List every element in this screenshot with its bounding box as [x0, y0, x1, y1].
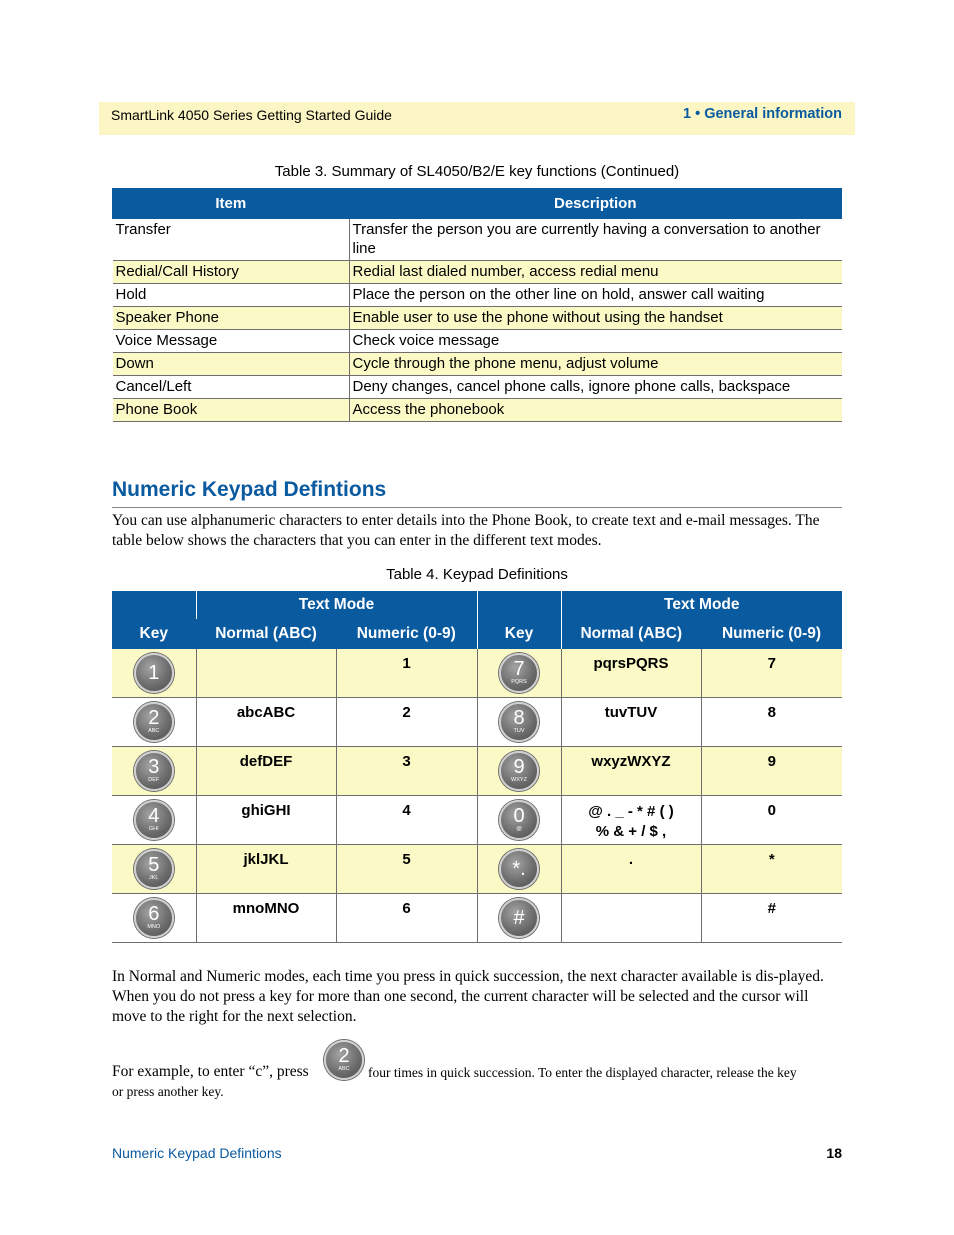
item-cell: Hold [113, 284, 350, 307]
footer-section-link[interactable]: Numeric Keypad Defintions [112, 1145, 282, 1161]
key-functions-table [112, 188, 842, 422]
key-cell [112, 747, 196, 796]
key-cell [477, 649, 561, 698]
example-text-line2: or press another key. [112, 1084, 224, 1099]
key-cell [112, 698, 196, 747]
item-cell: Cancel/Left [113, 376, 350, 399]
key-cell [477, 698, 561, 747]
table-row [113, 399, 842, 422]
numeric-cell: 1 [336, 649, 477, 698]
keypad-definitions-table [112, 591, 842, 943]
intro-paragraph: You can use alphanumeric characters to enter details into the Phone Book, to create text and e-mail messages. The table below shows the characters that you can enter in the different text modes. [112, 512, 820, 549]
item-cell: Down [113, 353, 350, 376]
normal-cell [561, 894, 701, 943]
description-cell: Cycle through the phone menu, adjust volume [349, 353, 842, 376]
key-star-icon: *. [499, 849, 539, 889]
description-cell: Deny changes, cancel phone calls, ignore phone calls, backspace [349, 376, 842, 399]
key-cell [112, 894, 196, 943]
column-header-normal: Normal (ABC) [196, 619, 336, 649]
key-cell [477, 894, 561, 943]
description-cell: Access the phonebook [349, 399, 842, 422]
normal-cell: wxyzWXYZ [561, 747, 701, 796]
item-cell: Redial/Call History [113, 261, 350, 284]
numeric-cell: 7 [701, 649, 842, 698]
example-text-before: For example, to enter “c”, press [112, 1063, 309, 1080]
numeric-cell: 6 [336, 894, 477, 943]
key-2-icon: 2 ABC [134, 702, 174, 742]
numeric-cell: * [701, 845, 842, 894]
normal-cell: pqrsPQRS [561, 649, 701, 698]
table-row [113, 353, 842, 376]
numeric-cell: 0 [701, 796, 842, 845]
numeric-cell: 4 [336, 796, 477, 845]
column-header-key: Key [112, 591, 196, 649]
normal-cell: abcABC [196, 698, 336, 747]
normal-cell: . [561, 845, 701, 894]
key-cell [112, 649, 196, 698]
column-header-item: Item [113, 189, 350, 219]
table-row [113, 219, 842, 261]
inline-key [324, 1040, 364, 1085]
key-hash-icon: # [499, 898, 539, 938]
normal-cell: jklJKL [196, 845, 336, 894]
numeric-cell: 2 [336, 698, 477, 747]
numeric-cell: 8 [701, 698, 842, 747]
table-row [112, 796, 842, 845]
section-rule [112, 507, 842, 508]
numeric-cell: 5 [336, 845, 477, 894]
table-row [112, 845, 842, 894]
numeric-cell: 9 [701, 747, 842, 796]
symbols-line-2: % & + / $ , [595, 823, 667, 840]
table-row [113, 261, 842, 284]
key-8-icon: 8 TUV [499, 702, 539, 742]
page-header [99, 102, 855, 135]
description-cell: Redial last dialed number, access redial menu [349, 261, 842, 284]
column-header-key: Key [477, 591, 561, 649]
description-cell: Enable user to use the phone without using the handset [349, 307, 842, 330]
table-row [112, 747, 842, 796]
description-cell: Transfer the person you are currently having a conversation to another line [349, 219, 842, 261]
key-cell [477, 796, 561, 845]
body-paragraph: In Normal and Numeric modes, each time you press in quick succession, the next character available is dis-played. When you do not press a key for more than one second, the current character will be selected and the cursor will move to the right for the next selection. [112, 968, 824, 1025]
normal-cell [561, 796, 701, 845]
column-header-numeric: Numeric (0-9) [336, 619, 477, 649]
column-header-normal: Normal (ABC) [561, 619, 701, 649]
column-header-numeric: Numeric (0-9) [701, 619, 842, 649]
key-3-icon: 3 DEF [134, 751, 174, 791]
table-row [112, 894, 842, 943]
page-number: 18 [826, 1145, 842, 1161]
table-row [113, 330, 842, 353]
table4-caption: Table 4. Keypad Definitions [386, 566, 568, 583]
column-header-text-mode: Text Mode [196, 591, 477, 619]
key-0-icon: 0 @ [499, 800, 539, 840]
numeric-cell: # [701, 894, 842, 943]
item-cell: Transfer [113, 219, 350, 261]
table-row [112, 698, 842, 747]
key-5-icon: 5 JKL [134, 849, 174, 889]
item-cell: Voice Message [113, 330, 350, 353]
normal-cell [196, 649, 336, 698]
table-row [113, 307, 842, 330]
key-cell [477, 747, 561, 796]
normal-cell: ghiGHI [196, 796, 336, 845]
key-1-icon: 1 [134, 653, 174, 693]
description-cell: Place the person on the other line on hold, answer call waiting [349, 284, 842, 307]
guide-title: SmartLink 4050 Series Getting Started Guide [111, 107, 392, 123]
table-row [113, 376, 842, 399]
symbols-line-1: @ . _ - * # ( ) [588, 803, 674, 820]
key-cell [112, 796, 196, 845]
key-4-icon: 4 GHI [134, 800, 174, 840]
normal-cell: mnoMNO [196, 894, 336, 943]
normal-cell: defDEF [196, 747, 336, 796]
example-text-after: four times in quick succession. To enter the displayed character, release the key [368, 1065, 797, 1080]
key-cell [112, 845, 196, 894]
column-header-text-mode: Text Mode [561, 591, 842, 619]
description-cell: Check voice message [349, 330, 842, 353]
item-cell: Speaker Phone [113, 307, 350, 330]
section-title: Numeric Keypad Defintions [112, 478, 387, 501]
key-2-icon: 2 ABC [324, 1040, 364, 1080]
item-cell: Phone Book [113, 399, 350, 422]
table3-caption: Table 3. Summary of SL4050/B2/E key functions (Continued) [274, 163, 680, 180]
key-9-icon: 9 WXYZ [499, 751, 539, 791]
chapter-link[interactable]: 1 • General information [683, 106, 842, 122]
column-header-description: Description [349, 189, 842, 219]
key-cell [477, 845, 561, 894]
normal-cell: tuvTUV [561, 698, 701, 747]
key-7-icon: 7 PQRS [499, 653, 539, 693]
table-row [113, 284, 842, 307]
numeric-cell: 3 [336, 747, 477, 796]
key-6-icon: 6 MNO [134, 898, 174, 938]
table-row [112, 649, 842, 698]
